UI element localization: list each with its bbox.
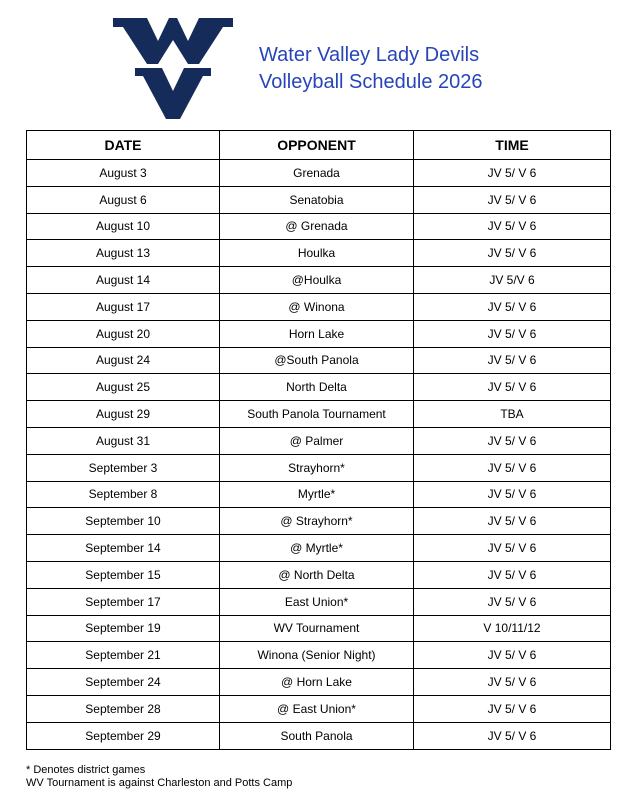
cell-opponent: South Panola Tournament bbox=[220, 401, 414, 428]
document-title bbox=[259, 42, 559, 96]
table-row bbox=[27, 642, 611, 669]
cell-opponent: Grenada bbox=[220, 160, 414, 187]
schedule-table bbox=[26, 130, 611, 750]
table-row bbox=[27, 427, 611, 454]
table-row bbox=[27, 401, 611, 428]
cell-date: September 14 bbox=[27, 535, 220, 562]
table-row bbox=[27, 669, 611, 696]
footnote-district-games: * Denotes district games bbox=[26, 764, 146, 776]
cell-date: August 24 bbox=[27, 347, 220, 374]
cell-opponent: @ North Delta bbox=[220, 561, 414, 588]
table-row bbox=[27, 186, 611, 213]
cell-opponent: Horn Lake bbox=[220, 320, 414, 347]
cell-opponent: @Houlka bbox=[220, 267, 414, 294]
table-row bbox=[27, 588, 611, 615]
cell-date: September 19 bbox=[27, 615, 220, 642]
cell-date: September 3 bbox=[27, 454, 220, 481]
table-row bbox=[27, 695, 611, 722]
table-row bbox=[27, 535, 611, 562]
cell-time: JV 5/ V 6 bbox=[414, 374, 611, 401]
cell-opponent: WV Tournament bbox=[220, 615, 414, 642]
table-row bbox=[27, 508, 611, 535]
cell-time: JV 5/ V 6 bbox=[414, 722, 611, 749]
cell-date: September 24 bbox=[27, 669, 220, 696]
cell-date: September 8 bbox=[27, 481, 220, 508]
table-row bbox=[27, 374, 611, 401]
cell-time: JV 5/ V 6 bbox=[414, 481, 611, 508]
table-row bbox=[27, 615, 611, 642]
cell-date: August 17 bbox=[27, 293, 220, 320]
table-row bbox=[27, 213, 611, 240]
cell-opponent: @ Strayhorn* bbox=[220, 508, 414, 535]
cell-time: JV 5/ V 6 bbox=[414, 642, 611, 669]
cell-date: August 31 bbox=[27, 427, 220, 454]
cell-date: August 20 bbox=[27, 320, 220, 347]
cell-opponent: Winona (Senior Night) bbox=[220, 642, 414, 669]
cell-date: August 25 bbox=[27, 374, 220, 401]
table-row bbox=[27, 347, 611, 374]
table-row bbox=[27, 160, 611, 187]
wv-logo-icon bbox=[113, 18, 233, 120]
column-header-date: DATE bbox=[27, 131, 220, 160]
cell-time: JV 5/ V 6 bbox=[414, 293, 611, 320]
cell-opponent: Myrtle* bbox=[220, 481, 414, 508]
table-row bbox=[27, 320, 611, 347]
cell-time: JV 5/ V 6 bbox=[414, 454, 611, 481]
cell-opponent: Houlka bbox=[220, 240, 414, 267]
cell-time: JV 5/ V 6 bbox=[414, 213, 611, 240]
cell-date: August 29 bbox=[27, 401, 220, 428]
cell-date: August 3 bbox=[27, 160, 220, 187]
cell-time: JV 5/V 6 bbox=[414, 267, 611, 294]
table-row bbox=[27, 267, 611, 294]
cell-opponent: @ East Union* bbox=[220, 695, 414, 722]
cell-opponent: @ Palmer bbox=[220, 427, 414, 454]
title-schedule-year: Volleyball Schedule 2026 bbox=[259, 71, 483, 93]
cell-time: JV 5/ V 6 bbox=[414, 561, 611, 588]
cell-date: August 6 bbox=[27, 186, 220, 213]
cell-time: JV 5/ V 6 bbox=[414, 160, 611, 187]
cell-date: September 28 bbox=[27, 695, 220, 722]
cell-time: JV 5/ V 6 bbox=[414, 588, 611, 615]
footnote-wv-tournament: WV Tournament is against Charleston and Potts Camp bbox=[26, 777, 293, 789]
cell-date: September 10 bbox=[27, 508, 220, 535]
cell-time: JV 5/ V 6 bbox=[414, 535, 611, 562]
cell-opponent: East Union* bbox=[220, 588, 414, 615]
table-row bbox=[27, 481, 611, 508]
cell-date: August 10 bbox=[27, 213, 220, 240]
table-row bbox=[27, 722, 611, 749]
cell-opponent: South Panola bbox=[220, 722, 414, 749]
cell-opponent: @ Winona bbox=[220, 293, 414, 320]
table-row bbox=[27, 293, 611, 320]
table-header-row bbox=[27, 131, 611, 160]
cell-time: TBA bbox=[414, 401, 611, 428]
column-header-time: TIME bbox=[414, 131, 611, 160]
cell-date: August 13 bbox=[27, 240, 220, 267]
cell-time: JV 5/ V 6 bbox=[414, 669, 611, 696]
cell-opponent: Senatobia bbox=[220, 186, 414, 213]
cell-opponent: @ Horn Lake bbox=[220, 669, 414, 696]
cell-date: September 17 bbox=[27, 588, 220, 615]
cell-date: September 15 bbox=[27, 561, 220, 588]
cell-time: JV 5/ V 6 bbox=[414, 427, 611, 454]
cell-opponent: Strayhorn* bbox=[220, 454, 414, 481]
cell-opponent: North Delta bbox=[220, 374, 414, 401]
cell-opponent: @ Myrtle* bbox=[220, 535, 414, 562]
table-row bbox=[27, 454, 611, 481]
cell-time: JV 5/ V 6 bbox=[414, 240, 611, 267]
cell-time: JV 5/ V 6 bbox=[414, 347, 611, 374]
footnotes bbox=[26, 764, 292, 790]
cell-time: JV 5/ V 6 bbox=[414, 320, 611, 347]
cell-opponent: @South Panola bbox=[220, 347, 414, 374]
title-team-name: Water Valley Lady Devils bbox=[259, 44, 480, 66]
cell-date: September 21 bbox=[27, 642, 220, 669]
cell-time: JV 5/ V 6 bbox=[414, 186, 611, 213]
column-header-opponent: OPPONENT bbox=[220, 131, 414, 160]
table-row bbox=[27, 240, 611, 267]
table-row bbox=[27, 561, 611, 588]
cell-time: JV 5/ V 6 bbox=[414, 508, 611, 535]
cell-time: V 10/11/12 bbox=[414, 615, 611, 642]
cell-date: August 14 bbox=[27, 267, 220, 294]
cell-date: September 29 bbox=[27, 722, 220, 749]
cell-opponent: @ Grenada bbox=[220, 213, 414, 240]
cell-time: JV 5/ V 6 bbox=[414, 695, 611, 722]
